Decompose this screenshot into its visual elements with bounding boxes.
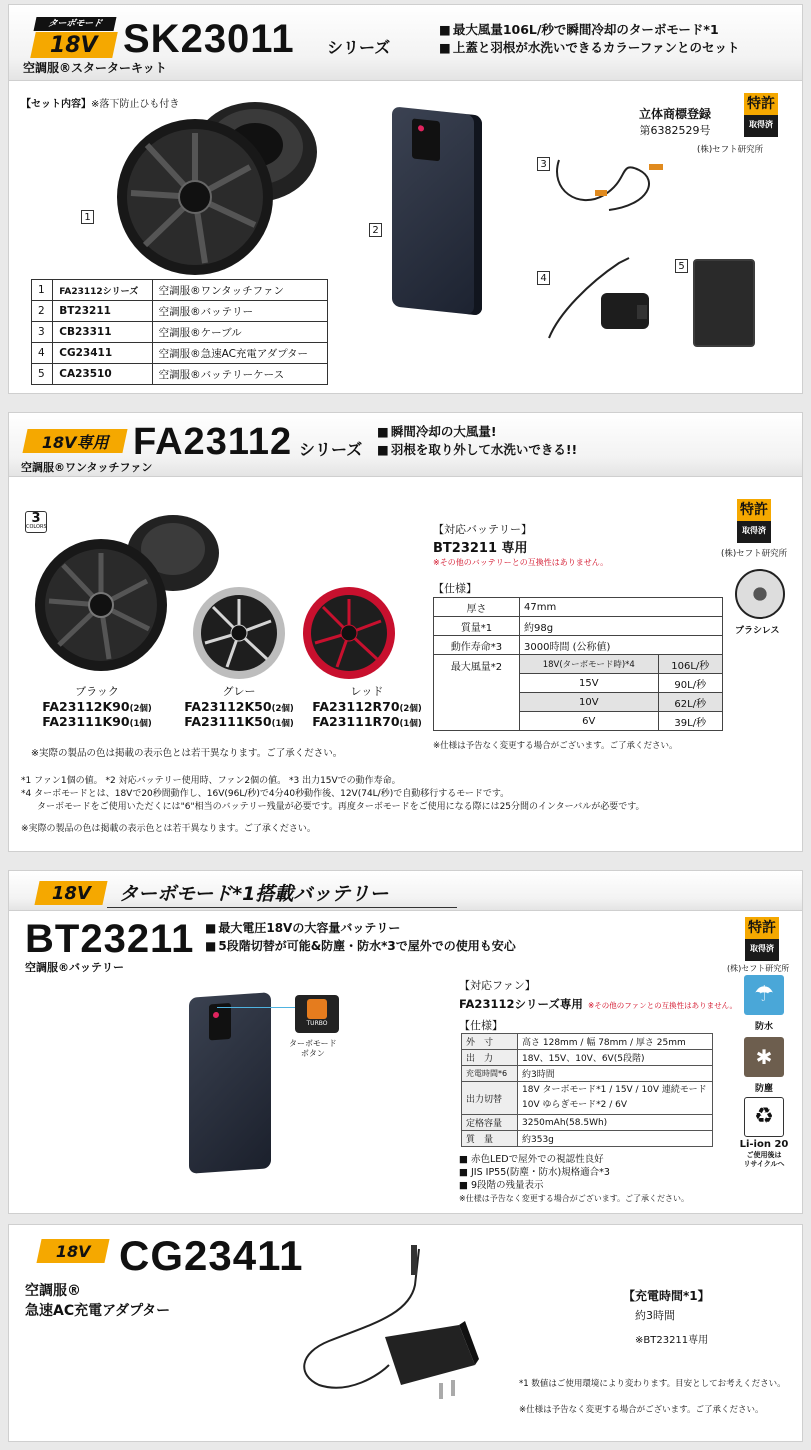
- fa-brushless-icon: [735, 569, 785, 619]
- cg-model: CG23411: [119, 1232, 304, 1279]
- sk-turbo-tag: ターボモード: [34, 17, 117, 31]
- sk-num-1: 1: [81, 210, 94, 224]
- fa-subtitle: 空調服®ワンタッチファン: [21, 461, 153, 474]
- bt-section: [8, 870, 803, 1214]
- fa-color-red: レッド FA23112R70(2個) FA23111R70(1個): [312, 685, 422, 729]
- fa-company: (株)セフト研究所: [721, 549, 788, 559]
- list-item: ■ 9段階の残量表示: [459, 1180, 544, 1191]
- recycle-icon: ♻: [744, 1097, 784, 1137]
- table-row: 2 BT23211 空調服®バッテリー: [32, 301, 328, 322]
- bt-turbo-button: TURBO: [295, 995, 339, 1033]
- bt-fan-label: 【対応ファン】: [459, 979, 536, 992]
- fa-brushless-label: ブラシレス: [735, 626, 780, 636]
- fa-section: [8, 412, 803, 852]
- table-row: 10V 62L/秒: [434, 693, 723, 712]
- table-row: 質量*1 約98g: [434, 617, 723, 636]
- cg-footnote-2: ※仕様は予告なく変更する場合がございます。ご了承ください。: [519, 1405, 764, 1415]
- fa-model: FA23112: [133, 421, 293, 463]
- bt-subtitle: 空調服®バッテリー: [25, 961, 124, 974]
- bt-button-caption: ターボモード ボタン: [289, 1039, 337, 1058]
- table-row: 厚さ 47mm: [434, 598, 723, 617]
- bt-spec-table: [461, 1033, 713, 1147]
- waterproof-icon: ☂: [744, 975, 784, 1015]
- sk-adapter-image: [539, 253, 669, 357]
- sk-fan-image: [105, 97, 325, 277]
- fa-battery-model: BT23211 専用: [433, 541, 528, 556]
- fa-color-black: ブラック FA23112K90(2個) FA23111K90(1個): [42, 685, 152, 729]
- cg-section: [8, 1224, 803, 1442]
- bt-voltage-badge: 18V: [34, 881, 107, 905]
- sk-bullet: ■ 上蓋と羽根が水洗いできるカラーファンとのセット: [439, 39, 739, 57]
- bt-company: (株)セフト研究所: [727, 964, 790, 973]
- fa-color-grey: グレー FA23112K50(2個) FA23111K50(1個): [184, 685, 294, 729]
- cg-footnote-1: *1 数値はご使用環境により変わります。目安としてお考えください。: [519, 1379, 786, 1389]
- bt-spec-label: 【仕様】: [459, 1019, 503, 1032]
- bt-bullet: ■ 5段階切替が可能&防塵・防水*3で屋外での使用も安心: [205, 937, 516, 955]
- table-row: 出力切替 18V ターボモード*1 / 15V / 10V 連続モード 10V ゆらぎモード*2 / 6V: [462, 1082, 713, 1115]
- sk-model: SK23011: [123, 17, 295, 61]
- bt-fan-note: ※その他のファンとの互換性はありません。: [587, 1001, 738, 1010]
- fa-grey-fan-image: [191, 585, 287, 685]
- sk-bullets: [439, 21, 739, 57]
- fa-battery-label: 【対応バッテリー】: [433, 523, 532, 536]
- sk-subtitle: 空調服®スターターキット: [23, 61, 167, 75]
- sk-patent-badge: 特許 取得済: [744, 93, 778, 137]
- bt-bullets: [205, 919, 516, 955]
- fa-spec-label: 【仕様】: [433, 582, 477, 595]
- sk-num-5: 5: [675, 259, 688, 273]
- bt-spec-note: ※仕様は予告なく変更する場合がございます。ご了承ください。: [459, 1194, 690, 1203]
- cg-voltage-badge: 18V: [36, 1239, 109, 1263]
- sk-section: [8, 4, 803, 394]
- table-row: 4 CG23411 空調服®急速AC充電アダプター: [32, 343, 328, 364]
- bt-button-callout: [217, 1007, 297, 1008]
- bt-fan-model: FA23112シリーズ専用: [459, 997, 583, 1011]
- dustproof-icon: ✱: [744, 1037, 784, 1077]
- fa-voltage-badge: 18V専用: [22, 429, 127, 453]
- fa-spec-table: [433, 597, 723, 731]
- table-row: 15V 90L/秒: [434, 674, 723, 693]
- waterproof-label: 防水: [754, 1022, 773, 1032]
- sk-trademark: 立体商標登録 第6382529号: [639, 107, 712, 137]
- sk-bullet: ■ 最大風量106L/秒で瞬間冷却のターボモード*1: [439, 21, 739, 39]
- bt-fan-line: [459, 993, 737, 1012]
- sk-company: (株)セフト研究所: [697, 145, 764, 155]
- fa-colors-badge: 3 COLORS: [25, 511, 47, 533]
- table-row: 6V 39L/秒: [434, 712, 723, 731]
- cg-adapter-image: [289, 1245, 489, 1419]
- sk-num-3: 3: [537, 157, 550, 171]
- cg-charge-value: 約3時間: [635, 1309, 675, 1322]
- list-item: ■ 赤色LEDで屋外での視認性良好: [459, 1154, 604, 1165]
- sk-voltage-badge: 18V: [30, 32, 118, 58]
- fa-patent-badge: 特許 取得済: [737, 499, 771, 543]
- sk-battery-image: [392, 106, 482, 315]
- fa-red-fan-image: [301, 585, 397, 685]
- bt-patent-badge: 特許 取得済: [745, 917, 779, 961]
- cg-charge-note: ※BT23211専用: [635, 1335, 709, 1346]
- sk-case-image: [693, 259, 755, 347]
- fa-color-note: ※実際の製品の色は掲載の表示色とは若干異なります。ご了承ください。: [31, 748, 343, 759]
- fa-battery-note: ※その他のバッテリーとの互換性はありません。: [433, 558, 609, 567]
- bt-features: [459, 1153, 610, 1192]
- table-row: 最大風量*2 18V(ターボモード時)*4 106L/秒: [434, 655, 723, 674]
- bt-model: BT23211: [25, 917, 195, 961]
- table-row: 出 力 18V、15V、10V、6V(5段階): [462, 1050, 713, 1066]
- table-row: 質 量 約353g: [462, 1131, 713, 1147]
- sk-num-2: 2: [369, 223, 382, 237]
- liion-label: Li-ion 20: [739, 1139, 789, 1150]
- sk-num-4: 4: [537, 271, 550, 285]
- fa-spec-note: ※仕様は予告なく変更する場合がございます。ご了承ください。: [433, 741, 678, 751]
- sk-set-label: 【セット内容】※落下防止ひも付き: [21, 99, 180, 110]
- table-row: 1 FA23112シリーズ 空調服®ワンタッチファン: [32, 280, 328, 301]
- cg-subtitle: 空調服® 急速AC充電アダプター: [25, 1283, 171, 1319]
- fa-footnotes: *1 ファン1個の値。 *2 対応バッテリー使用時、ファン2個の値。 *3 出力15Vでの動作寿命。 *4 ターボモードとは、18Vで20秒間動作し、16V(96L/秒)で4分40秒動作後、12V(74L/秒)で自動移行するモードです。 ターボモードをご使用いただくには"6"相当のバッテリー残量が必要です。再度ターボモードをご使用になる際には25分間のインターバルが必要です。 ※実際の製品の色は掲載の表示色とは若干異なります。ご了承ください。: [21, 776, 645, 834]
- bt-bullet: ■ 最大電圧18Vの大容量バッテリー: [205, 919, 516, 937]
- bt-battery-image: [189, 992, 271, 1174]
- cg-charge-label: 【充電時間*1】: [623, 1289, 710, 1303]
- fa-bullets: [377, 423, 577, 459]
- table-row: 外 寸 高さ 128mm / 幅 78mm / 厚さ 25mm: [462, 1034, 713, 1050]
- bt-headline-rule: [107, 907, 457, 908]
- sk-series: シリーズ: [327, 38, 391, 57]
- bt-headline: ターボモード*1搭載バッテリー: [119, 883, 389, 905]
- list-item: ■ JIS IP55(防塵・防水)規格適合*3: [459, 1167, 610, 1178]
- dustproof-label: 防塵: [754, 1084, 773, 1094]
- recycle-note: ご使用後は リサイクルへ: [743, 1151, 785, 1168]
- table-row: 3 CB23311 空調服®ケーブル: [32, 322, 328, 343]
- fa-bullet: ■ 瞬間冷却の大風量!: [377, 423, 577, 441]
- fa-series: シリーズ: [299, 440, 363, 459]
- table-row: 定格容量 3250mAh(58.5Wh): [462, 1115, 713, 1131]
- table-row: 充電時間*6 約3時間: [462, 1066, 713, 1082]
- table-row: 動作寿命*3 3000時間 (公称値): [434, 636, 723, 655]
- sk-cable-image: [549, 150, 669, 224]
- table-row: 5 CA23510 空調服®バッテリーケース: [32, 364, 328, 385]
- fa-bullet: ■ 羽根を取り外して水洗いできる!!: [377, 441, 577, 459]
- sk-set-table: [31, 279, 328, 385]
